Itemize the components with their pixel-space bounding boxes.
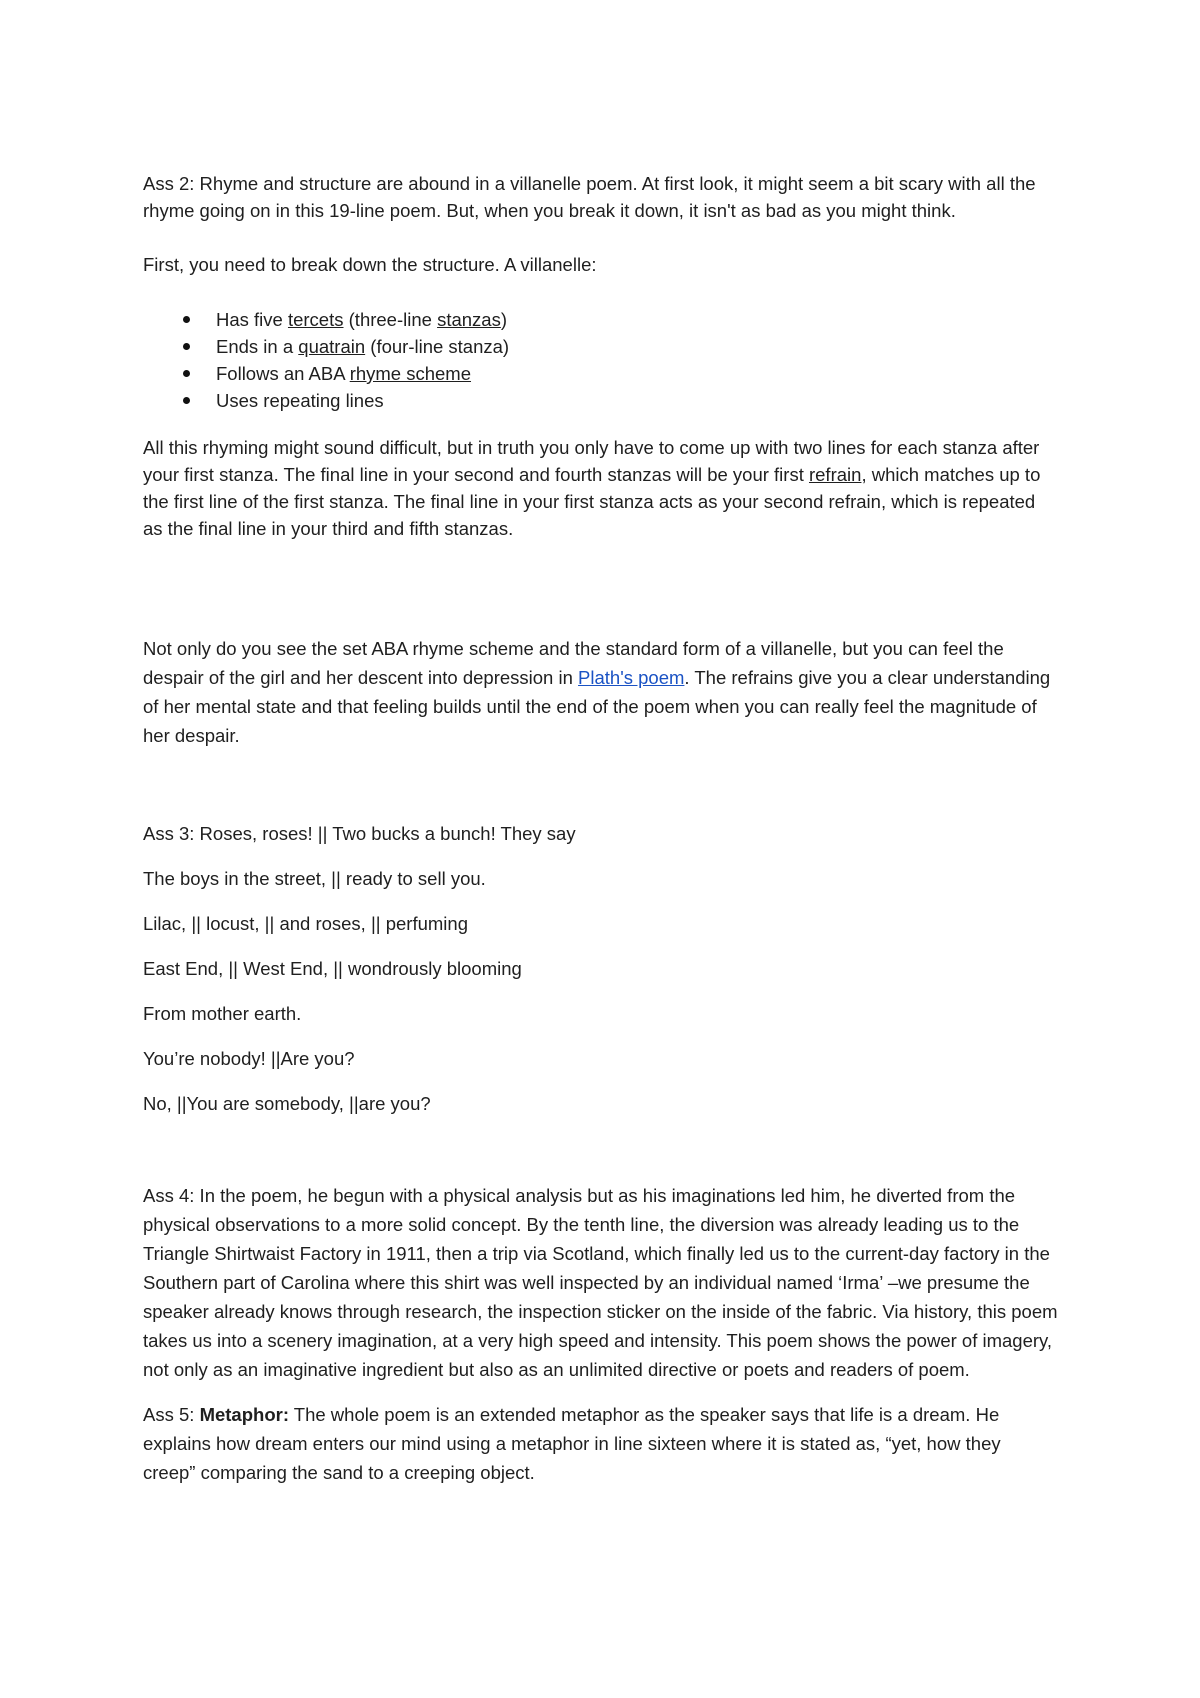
bullet-icon (183, 343, 190, 350)
tercets-link[interactable]: tercets (287, 309, 344, 330)
ass2-structure-line: First, you need to break down the structure. A villanelle: (143, 254, 597, 275)
bullet-icon (183, 316, 190, 323)
poem-line: From mother earth. (143, 1003, 302, 1024)
document-page (143, 170, 1058, 1487)
ass2-plath-paragraph: Not only do you see the set ABA rhyme scheme and the standard form of a villanelle, but you can feel the despair of the girl and her descent into depression in Plath's poem. The refrains give you a clear understanding of her mental state and that feeling builds until the end of the poem when you can really feel the magnitude of her despair. (143, 638, 1051, 746)
poem-line: You’re nobody! ||Are you? (143, 1048, 355, 1069)
ass5-label: Ass 5: (143, 1404, 195, 1425)
ass2-intro-text: Rhyme and structure are abound in a villanelle poem. At first look, it might seem a bit scary with all the rhyme going on in this 19-line poem. But, when you break it down, it isn't as bad as you might think. (143, 173, 1036, 221)
plaths-poem-link[interactable]: Plath's poem (578, 667, 685, 688)
list-item: Uses repeating lines (143, 387, 1058, 414)
list-item: Ends in a quatrain (four-line stanza) (143, 333, 1058, 360)
ass3-label: Ass 3: (143, 823, 195, 844)
ass2-refrain-paragraph: All this rhyming might sound difficult, but in truth you only have to come up with two lines for each stanza after your first stanza. The final line in your second and fourth stanzas will be your first refrain, which matches up to the first line of the first stanza. The final line in your first stanza acts as your second refrain, which is repeated as the final line in your third and fifth stanzas. (143, 437, 1041, 539)
metaphor-term: Metaphor: (199, 1404, 289, 1425)
bullet-icon (183, 397, 190, 404)
ass4-label: Ass 4: (143, 1185, 195, 1206)
ass3-poem (143, 820, 1058, 1117)
list-item: Has five tercets (three-line stanzas) (143, 306, 1058, 333)
bullet-icon (183, 370, 190, 377)
ass2-label: Ass 2: (143, 173, 195, 194)
refrain-link[interactable]: refrain (808, 464, 862, 485)
poem-line: East End, || West End, || wondrously blooming (143, 958, 522, 979)
poem-line: The boys in the street, || ready to sell you. (143, 868, 486, 889)
ass4-paragraph: Ass 4: In the poem, he begun with a physical analysis but as his imaginations led him, he diverted from the physical observations to a more solid concept. By the tenth line, the diversion was already leading us to the Triangle Shirtwaist Factory in 1911, then a trip via Scotland, which finally led us to the current-day factory in the Southern part of Carolina where this shirt was well inspected by an individual named ‘Irma’ –we presume the speaker already knows through research, the inspection sticker on the inside of the fabric. Via history, this poem takes us into a scenery imagination, at a very high speed and intensity. This poem shows the power of imagery, not only as an imaginative ingredient but also as an unlimited directive or poets and readers of poem. (143, 1185, 1058, 1380)
ass5-paragraph: Ass 5: Metaphor: The whole poem is an extended metaphor as the speaker says that life is a dream. He explains how dream enters our mind using a metaphor in line sixteen where it is stated as, “yet, how they creep” comparing the sand to a creeping object. (143, 1404, 1001, 1483)
rhyme-scheme-link[interactable]: rhyme scheme (349, 363, 472, 384)
list-item: Follows an ABA rhyme scheme (143, 360, 1058, 387)
villanelle-structure-list (143, 306, 1058, 414)
ass2-intro (143, 170, 1058, 224)
quatrain-link[interactable]: quatrain (298, 336, 366, 357)
poem-line: Ass 3: Roses, roses! || Two bucks a bunch! They say (143, 823, 576, 844)
stanzas-link[interactable]: stanzas (437, 309, 501, 330)
poem-line: Lilac, || locust, || and roses, || perfuming (143, 913, 468, 934)
poem-line: No, ||You are somebody, ||are you? (143, 1093, 431, 1114)
